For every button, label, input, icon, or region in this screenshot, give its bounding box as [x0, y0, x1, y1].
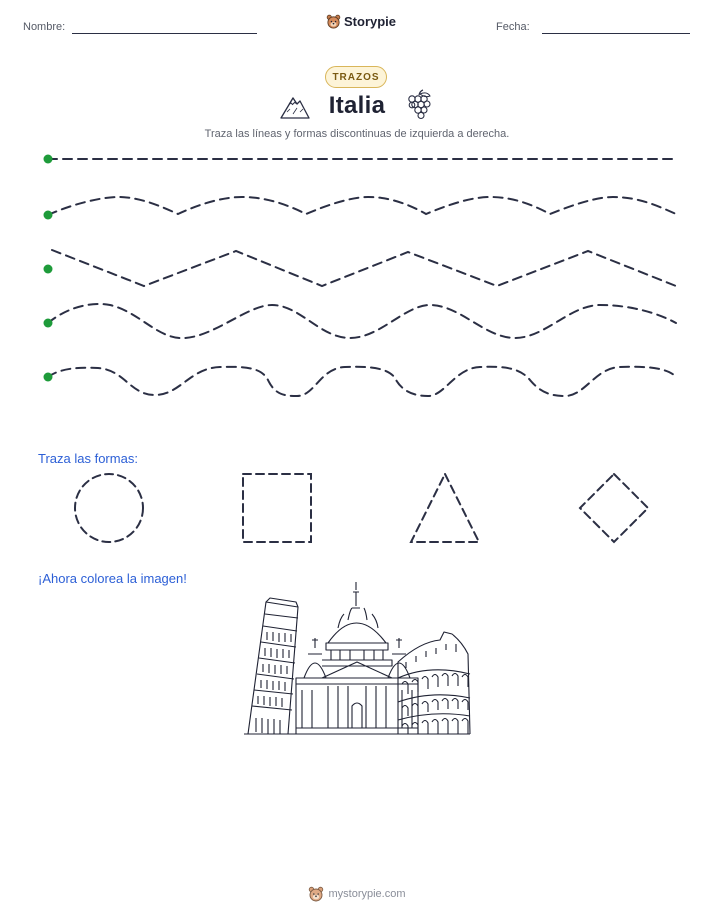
- start-dot: [44, 265, 53, 274]
- trace-line-wave[interactable]: [48, 304, 676, 338]
- tracing-shapes: [0, 465, 714, 555]
- trace-line-zigzag[interactable]: [52, 250, 676, 286]
- italy-landmarks-illustration: [240, 578, 474, 738]
- trace-diamond[interactable]: [580, 474, 648, 542]
- name-line[interactable]: [72, 33, 257, 34]
- category-badge: TRAZOS: [325, 66, 387, 88]
- trace-line-bumpy-wave[interactable]: [48, 367, 676, 396]
- grapes-icon: [404, 89, 434, 121]
- start-dot: [44, 319, 53, 328]
- basilica: [296, 582, 418, 734]
- tracing-lines: [0, 140, 714, 400]
- trace-line-soft-wave[interactable]: [48, 197, 676, 215]
- start-dot: [44, 211, 53, 220]
- start-dots: [44, 155, 53, 382]
- start-dot: [44, 155, 53, 164]
- color-section-label: ¡Ahora colorea la imagen!: [38, 571, 187, 586]
- trace-circle[interactable]: [75, 474, 143, 542]
- date-line[interactable]: [542, 33, 690, 34]
- date-label: Fecha:: [496, 21, 530, 33]
- start-dot: [44, 373, 53, 382]
- bear-logo-icon: [326, 14, 341, 29]
- trace-triangle[interactable]: [411, 474, 479, 542]
- instructions: Traza las líneas y formas discontinuas de izquierda a derecha.: [204, 128, 510, 140]
- footer: [0, 886, 714, 902]
- brand-name: Storypie: [344, 14, 397, 29]
- footer-url[interactable]: mystorypie.com: [328, 888, 406, 900]
- colosseum: [398, 632, 470, 734]
- bear-logo-icon: [308, 886, 324, 902]
- page-title: Italia: [328, 92, 386, 119]
- brand-logo: [326, 14, 396, 29]
- leaning-tower: [248, 598, 298, 734]
- shapes-section-label: Traza las formas:: [38, 451, 138, 466]
- trace-square[interactable]: [243, 474, 311, 542]
- name-label: Nombre:: [23, 21, 66, 33]
